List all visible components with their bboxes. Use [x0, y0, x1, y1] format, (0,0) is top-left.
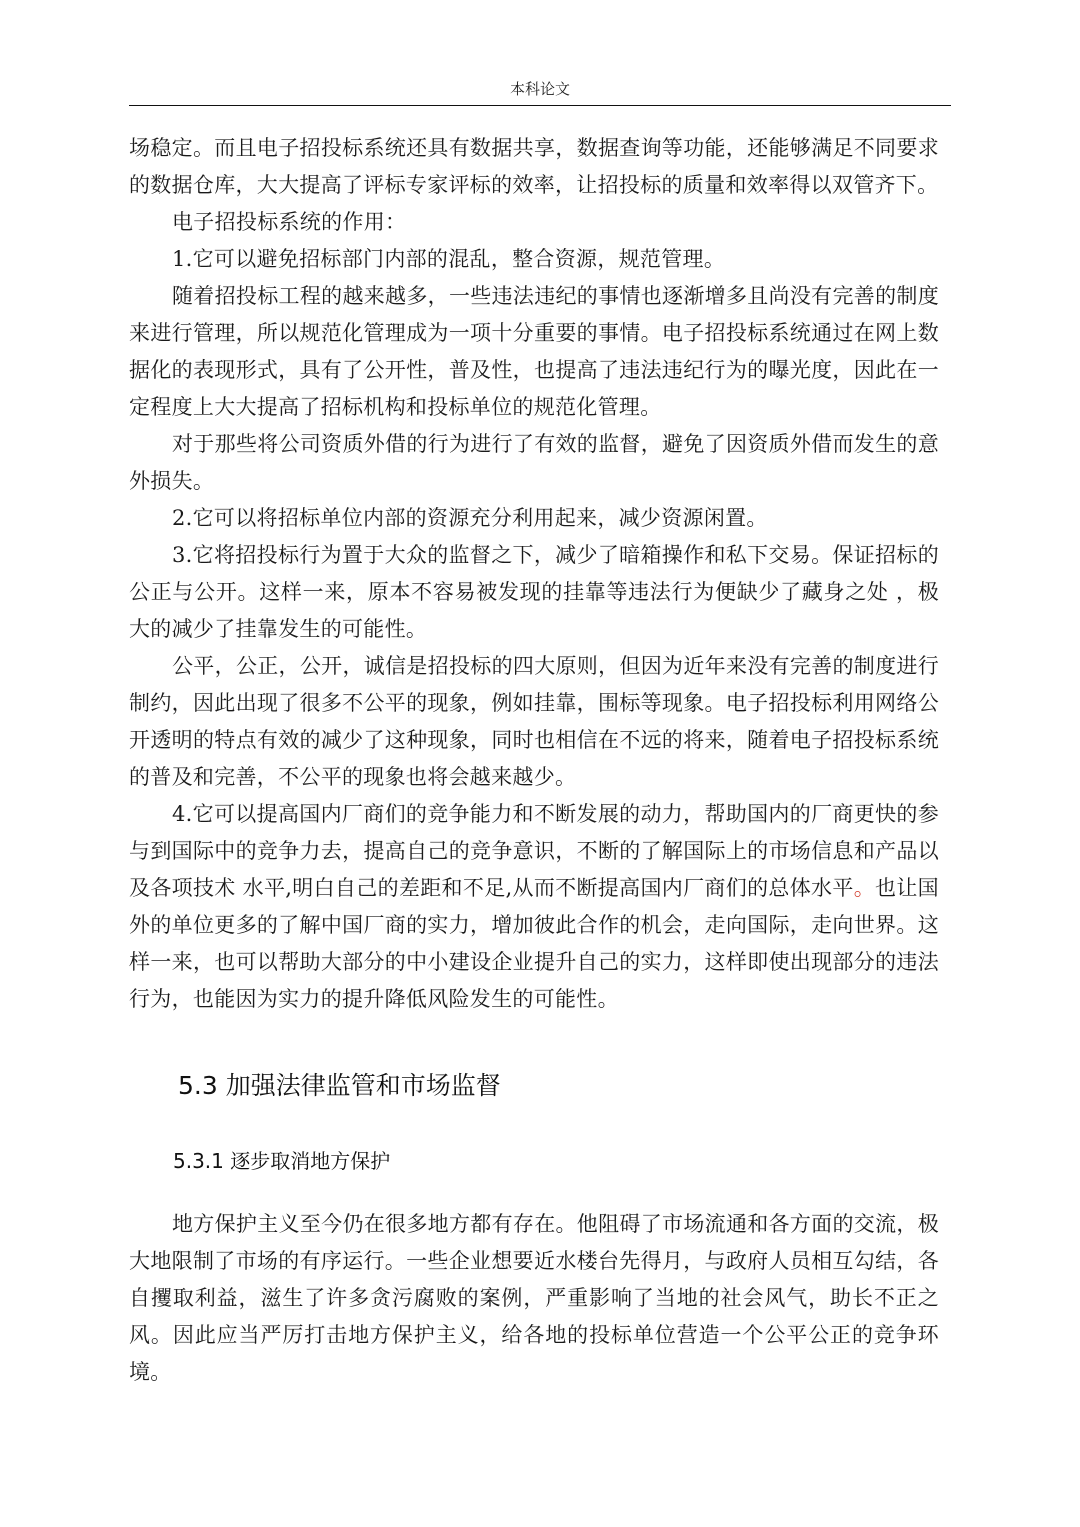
- paragraph-9: [129, 796, 939, 1018]
- paragraph-9-part-b: 也让国外的单位更多的了解中国厂商的实力，增加彼此合作的机会，走向国际，走向世界。这样一来，也可以帮助大部分的中小建设企业提升自己的实力，这样即使出现部分的违法行为，也能因为实力的提升降低风险发生的可能性。: [129, 876, 939, 1011]
- paragraph-5: 对于那些将公司资质外借的行为进行了有效的监督，避免了因资质外借而发生的意外损失。: [129, 432, 939, 493]
- paragraph-7: 3.它将招投标行为置于大众的监督之下，减少了暗箱操作和私下交易。保证招标的公正与公开。这样一来，原本不容易被发现的挂靠等违法行为便缺少了藏身之处 ，极大的减少了挂靠发生的可能性。: [129, 543, 939, 641]
- paragraph-6: 2.它可以将招标单位内部的资源充分利用起来，减少资源闲置。: [172, 506, 768, 530]
- subsection-heading: 5.3.1 逐步取消地方保护: [173, 1149, 391, 1173]
- paragraph-3: 1.它可以避免招标部门内部的混乱，整合资源，规范管理。: [172, 247, 726, 271]
- header-divider: [129, 105, 951, 106]
- paragraph-2: 电子招投标系统的作用：: [172, 210, 407, 234]
- paragraph-1: 场稳定。而且电子招投标系统还具有数据共享，数据查询等功能，还能够满足不同要求的数据仓库，大大提高了评标专家评标的效率，让招投标的质量和效率得以双管齐下。: [129, 136, 939, 197]
- paragraph-8: 公平，公正，公开，诚信是招投标的四大原则，但因为近年来没有完善的制度进行制约，因此出现了很多不公平的现象，例如挂靠，围标等现象。电子招投标利用网络公开透明的特点有效的减少了这种现象，同时也相信在不远的将来，随着电子招投标系统的普及和完善，不公平的现象也将会越来越少。: [129, 654, 939, 789]
- paragraph-9-part-a: 4.它可以提高国内厂商们的竞争能力和不断发展的动力，帮助国内的厂商更快的参与到国际中的竞争力去，提高自己的竞争意识，不断的了解国际上的市场信息和产品以及各项技术 水平,明白自己的差距和不足,从而不断提高国内厂商们的总体水平: [129, 802, 939, 900]
- section-heading: 5.3 加强法律监管和市场监督: [178, 1071, 501, 1100]
- body-text: [129, 130, 939, 1018]
- red-period-mark: 。: [853, 876, 876, 900]
- paragraph-4: 随着招投标工程的越来越多，一些违法违纪的事情也逐渐增多且尚没有完善的制度来进行管理，所以规范化管理成为一项十分重要的事情。电子招投标系统通过在网上数据化的表现形式，具有了公开性，普及性，也提高了违法违纪行为的曝光度，因此在一定程度上大大提高了招标机构和投标单位的规范化管理。: [129, 284, 939, 419]
- section-body-text: [129, 1206, 939, 1391]
- page-header: 本科论文: [509, 80, 570, 98]
- section-paragraph-1: 地方保护主义至今仍在很多地方都有存在。他阻碍了市场流通和各方面的交流，极大地限制了市场的有序运行。一些企业想要近水楼台先得月，与政府人员相互勾结，各自攫取利益，滋生了许多贪污腐败的案例，严重影响了当地的社会风气，助长不正之风。因此应当严厉打击地方保护主义，给各地的投标单位营造一个公平公正的竞争环境。: [129, 1212, 939, 1384]
